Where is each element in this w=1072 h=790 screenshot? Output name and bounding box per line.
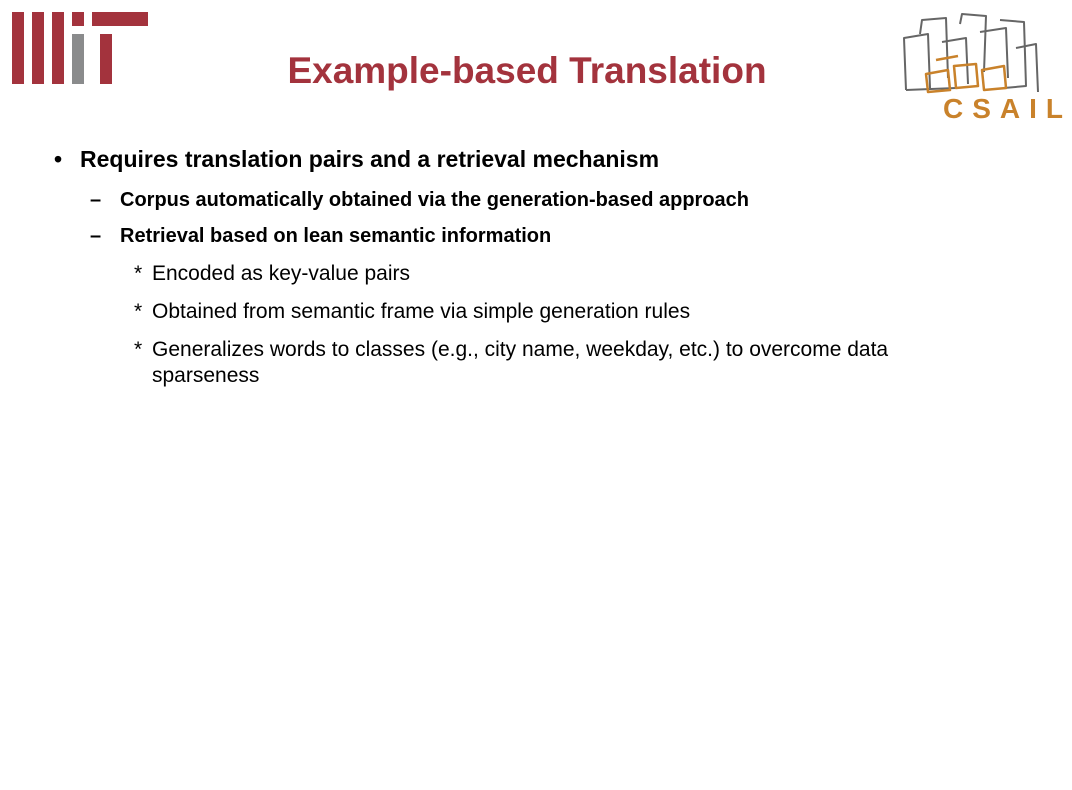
bullet-main [54,142,1034,176]
bullet-text: Requires translation pairs and a retrieval mechanism [80,146,660,172]
sub-sub-bullet-marker: * [134,262,143,285]
slide-body [54,142,1034,389]
sub-bullet-text: Retrieval based on lean semantic information [120,225,552,247]
sub-sub-bullet-text: Obtained from semantic frame via simple generation rules [152,300,691,323]
slide-title: Example-based Translation [287,50,767,91]
sub-bullet [90,185,1034,215]
sub-sub-bullet-text: Generalizes words to classes (e.g., city name, weekday, etc.) to overcome data sparseness [152,338,889,387]
mit-logo [12,12,152,84]
sub-sub-bullet-text: Encoded as key-value pairs [152,262,410,285]
sub-sub-bullet [134,337,1034,389]
sub-bullet-marker: – [90,189,102,211]
bullet-marker: • [54,146,63,172]
sub-sub-bullet [134,299,1034,325]
sub-bullet [90,221,1034,251]
sub-sub-bullet [134,261,1034,287]
sub-sub-bullet-marker: * [134,300,143,323]
csail-logo-text: CSAIL [943,93,1072,124]
sub-bullet-marker: – [90,225,102,247]
sub-sub-bullet-marker: * [134,338,143,361]
sub-bullet-text: Corpus automatically obtained via the generation-based approach [120,189,750,211]
